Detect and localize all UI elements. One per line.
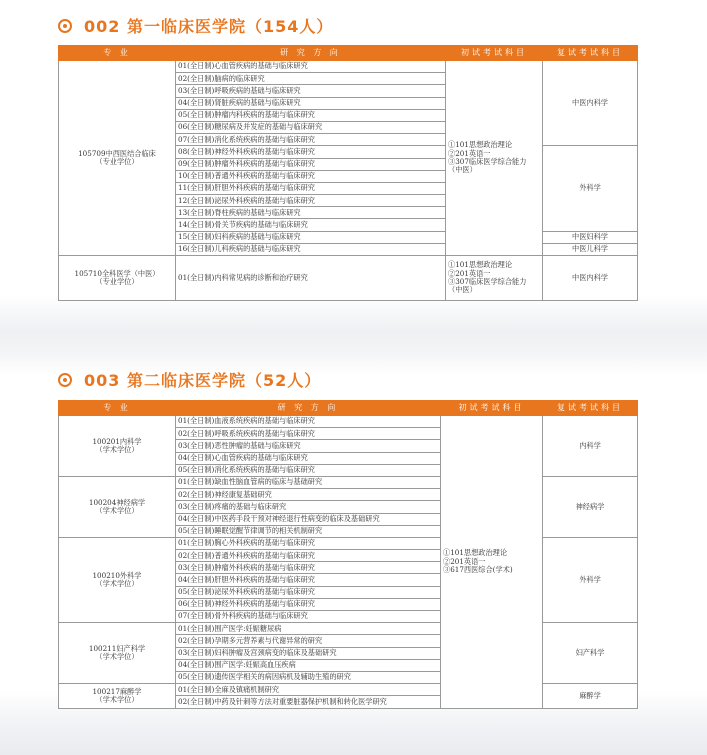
direction-cell: 09(全日制)肿瘤外科疾病的基础与临床研究 (176, 158, 446, 170)
header-retest: 复试考试科目 (543, 401, 638, 416)
retest-cell: 妇产科学 (543, 623, 638, 684)
retest-cell: 中医内科学 (543, 61, 638, 146)
background-mist (0, 295, 707, 375)
direction-cell: 03(全日制)妇科肿瘤及宫颈病变的临床及基础研究 (176, 647, 441, 659)
direction-cell: 12(全日制)泌尿外科疾病的基础与临床研究 (176, 195, 446, 207)
major-cell: 100217麻醉学 （学术学位） (59, 684, 176, 708)
direction-cell: 04(全日制)肝胆外科疾病的基础与临床研究 (176, 574, 441, 586)
direction-cell: 06(全日制)神经外科疾病的基础与临床研究 (176, 598, 441, 610)
direction-cell: 03(全日制)疼痛的基础与临床研究 (176, 501, 441, 513)
direction-cell: 15(全日制)妇科疾病的基础与临床研究 (176, 231, 446, 243)
direction-cell: 01(全日制)胸心外科疾病的基础与临床研究 (176, 537, 441, 549)
direction-cell: 05(全日制)泌尿外科疾病的基础与临床研究 (176, 586, 441, 598)
direction-cell: 02(全日制)普通外科疾病的基础与临床研究 (176, 550, 441, 562)
table-row (59, 537, 638, 549)
table-row (59, 61, 638, 73)
section-title-002 (58, 14, 333, 37)
direction-cell: 10(全日制)普通外科疾病的基础与临床研究 (176, 170, 446, 182)
major-cell: 100210外科学 （学术学位） (59, 537, 176, 622)
retest-cell: 外科学 (543, 146, 638, 231)
direction-cell: 07(全日制)消化系统疾病的基础与临床研究 (176, 134, 446, 146)
section-title-text: 002 第一临床医学院（154人） (84, 17, 334, 36)
major-cell: 100201内科学 （学术学位） (59, 416, 176, 477)
table-row (59, 416, 638, 428)
major-cell: 100211妇产科学 （学术学位） (59, 623, 176, 684)
direction-cell: 02(全日制)孕期多元营养素与代谢异常的研究 (176, 635, 441, 647)
direction-cell: 01(全日制)血液系统疾病的基础与临床研究 (176, 416, 441, 428)
direction-cell: 06(全日制)糖尿病及并发症的基础与临床研究 (176, 121, 446, 133)
header-major: 专 业 (59, 46, 176, 61)
direction-cell: 01(全日制)心血管疾病的基础与临床研究 (176, 61, 446, 73)
direction-cell: 02(全日制)神经康复基础研究 (176, 489, 441, 501)
table-row (59, 623, 638, 635)
retest-cell: 中医内科学 (543, 256, 638, 301)
retest-cell: 内科学 (543, 416, 638, 477)
direction-cell: 05(全日制)肿瘤内科疾病的基础与临床研究 (176, 109, 446, 121)
direction-cell: 02(全日制)脑病的临床研究 (176, 73, 446, 85)
table-row (59, 256, 638, 301)
header-direction: 研 究 方 向 (176, 46, 446, 61)
header-exam: 初试考试科目 (441, 401, 543, 416)
direction-cell: 08(全日制)神经外科疾病的基础与临床研究 (176, 146, 446, 158)
retest-cell: 神经病学 (543, 476, 638, 537)
direction-cell: 01(全日制)内科常见病的诊断和治疗研究 (176, 256, 446, 301)
table-first-clinical (58, 45, 638, 301)
direction-cell: 13(全日制)脊柱疾病的基础与临床研究 (176, 207, 446, 219)
major-cell: 100204神经病学 （学术学位） (59, 476, 176, 537)
table-row (59, 476, 638, 488)
direction-cell: 01(全日制)缺血性脑血管病的临床与基础研究 (176, 476, 441, 488)
exam-subjects-cell: ①101思想政治理论 ②201英语一 ③307临床医学综合能力（中医） (446, 256, 543, 301)
table-second-clinical (58, 400, 638, 709)
direction-cell: 01(全日制)全麻及镇痛机制研究 (176, 684, 441, 696)
bullet-circle-icon (58, 373, 72, 387)
direction-cell: 03(全日制)肿瘤外科疾病的基础与临床研究 (176, 562, 441, 574)
exam-subjects-cell: ①101思想政治理论 ②201英语一 ③617西医综合(学术) (441, 416, 543, 709)
direction-cell: 02(全日制)呼吸系统疾病的基础与临床研究 (176, 428, 441, 440)
direction-cell: 02(全日制)中药及针刺等方法对重要脏器保护机制和转化医学研究 (176, 696, 441, 708)
retest-cell: 中医妇科学 (543, 231, 638, 243)
header-direction: 研 究 方 向 (176, 401, 441, 416)
direction-cell: 05(全日制)遗传医学相关的病因病机及辅助生殖的研究 (176, 671, 441, 683)
direction-cell: 04(全日制)心血管疾病的基础与临床研究 (176, 452, 441, 464)
major-cell: 105709中西医结合临床 （专业学位） (59, 61, 176, 256)
header-retest: 复试考试科目 (543, 46, 638, 61)
major-cell: 105710全科医学（中医） （专业学位） (59, 256, 176, 301)
header-exam: 初试考试科目 (446, 46, 543, 61)
retest-cell: 中医儿科学 (543, 243, 638, 255)
direction-cell: 07(全日制)骨外科疾病的基础与临床研究 (176, 611, 441, 623)
section-title-text: 003 第二临床医学院（52人） (84, 371, 322, 390)
direction-cell: 16(全日制)儿科疾病的基础与临床研究 (176, 243, 446, 255)
table-row (59, 684, 638, 696)
exam-subjects-cell: ①101思想政治理论 ②201英语一 ③307临床医学综合能力（中医） (446, 61, 543, 256)
retest-cell: 麻醉学 (543, 684, 638, 708)
direction-cell: 03(全日制)呼吸疾病的基础与临床研究 (176, 85, 446, 97)
direction-cell: 14(全日制)骨关节疾病的基础与临床研究 (176, 219, 446, 231)
direction-cell: 04(全日制)围产医学:妊娠高血压疾病 (176, 659, 441, 671)
direction-cell: 05(全日制)消化系统疾病的基础与临床研究 (176, 464, 441, 476)
direction-cell: 04(全日制)肾脏疾病的基础与临床研究 (176, 97, 446, 109)
direction-cell: 05(全日制)睡眠觉醒节律调节的相关机制研究 (176, 525, 441, 537)
bullet-circle-icon (58, 19, 72, 33)
direction-cell: 04(全日制)中医药手段干预对神经退行性病变的临床及基础研究 (176, 513, 441, 525)
section-title-003 (58, 368, 321, 391)
header-major: 专 业 (59, 401, 176, 416)
direction-cell: 01(全日制)围产医学:妊娠糖尿病 (176, 623, 441, 635)
retest-cell: 外科学 (543, 537, 638, 622)
direction-cell: 03(全日制)恶性肿瘤的基础与临床研究 (176, 440, 441, 452)
direction-cell: 11(全日制)肝胆外科疾病的基础与临床研究 (176, 182, 446, 194)
